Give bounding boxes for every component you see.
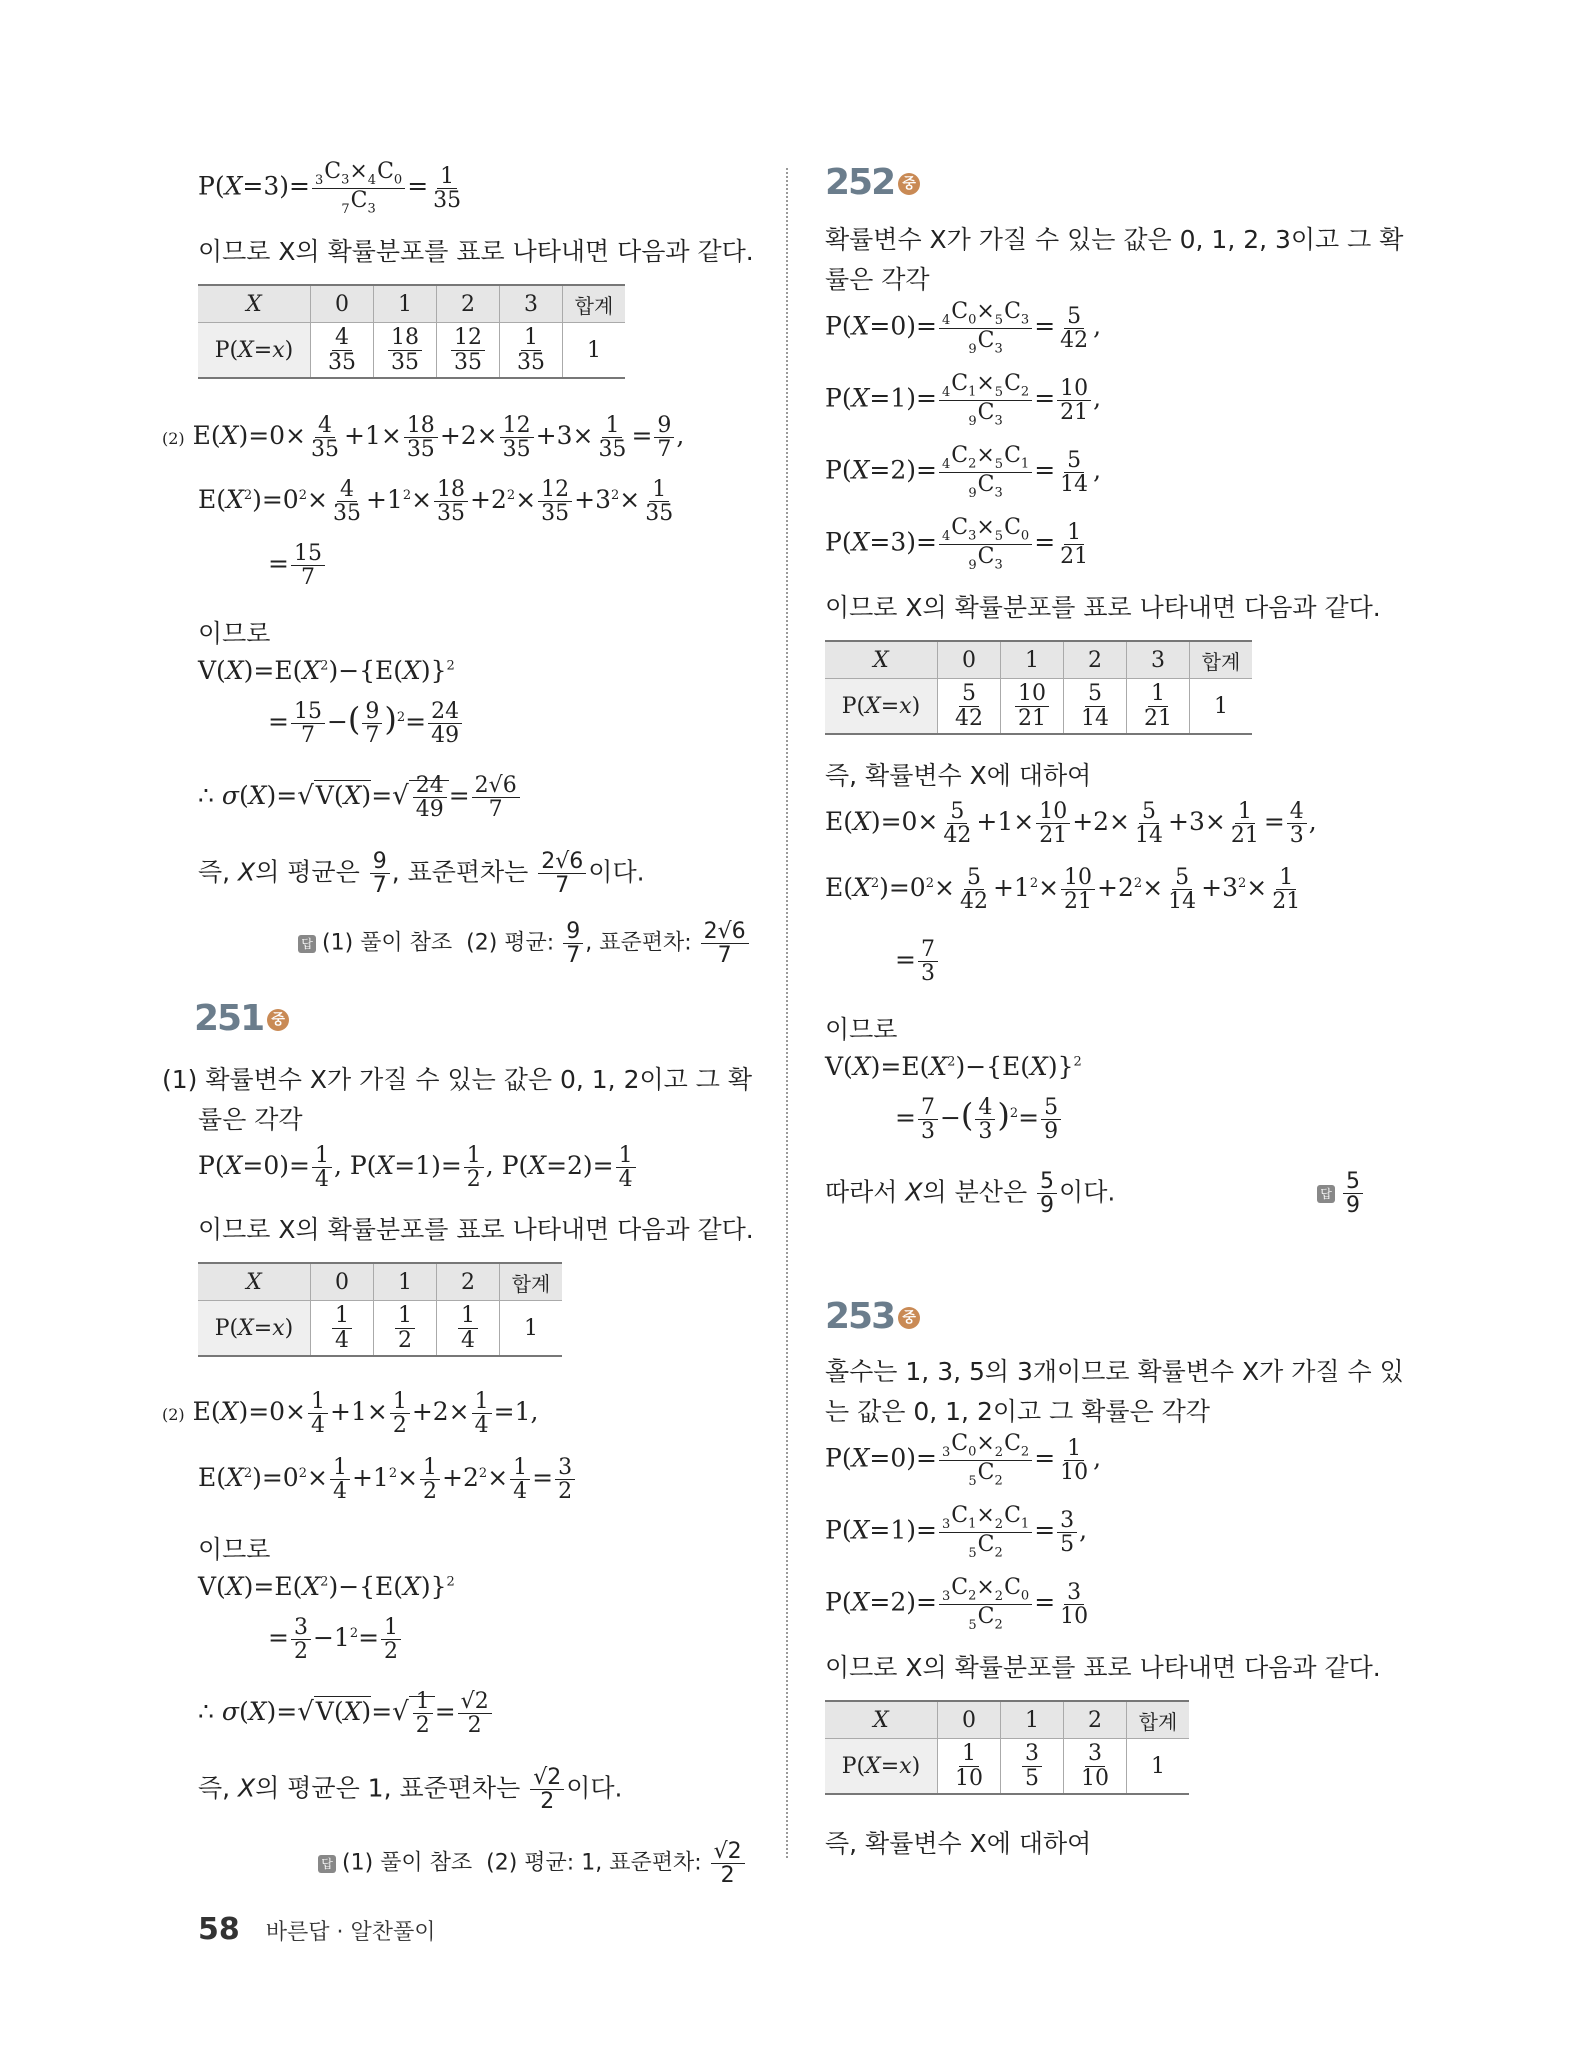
page-number: 58	[198, 1912, 240, 1947]
table-cell: 1	[1001, 1701, 1064, 1739]
distribution-table-253: X 0 1 2 합계 P(X=x) $\frac{1}{10}$ $\frac{3}{5}$ $\frac{3}{10}$ 1	[825, 1700, 1189, 1795]
equation-probs-251: P(X=0)= $\frac{1}{4}$ , P(X=1)= $\frac{1}{2}$ , P(X=2)= $\frac{1}{4}$	[198, 1144, 638, 1191]
table-cell: $\frac{10}{21}$	[1001, 679, 1064, 735]
table-cell: 1	[500, 1301, 563, 1357]
imuro-text-252: 이므로	[825, 1015, 898, 1044]
table-cell: 2	[437, 1263, 500, 1301]
table-cell: 1	[374, 1263, 437, 1301]
equation-p2-252: P(X=2)= $\frac{_4C_2\times_5C_1}{_9C_3}$ = $\frac{5}{14}$ ,	[825, 443, 1102, 501]
imuro-text-251: 이므로	[198, 1535, 271, 1564]
table-cell: $\frac{3}{5}$	[1001, 1739, 1064, 1795]
table-cell: 3	[500, 285, 563, 323]
table-cell: $\frac{18}{35}$	[374, 323, 437, 379]
intro-table-text-252: 이므로 X의 확률분포를 표로 나타내면 다음과 같다.	[825, 593, 1381, 622]
problem-number-251: 251 중	[194, 998, 289, 1039]
total-header: 합계	[1190, 641, 1253, 679]
imuro-text: 이므로	[198, 619, 271, 648]
intro-252-line2: 률은 각각	[825, 265, 930, 294]
intro-252-line1: 확률변수 X가 가질 수 있는 값은 0, 1, 2, 3이고 그 확	[825, 225, 1404, 254]
problem-number-252: 252 중	[825, 162, 920, 203]
difficulty-mark: 중	[898, 173, 920, 195]
equation-ex2-result-250: = $\frac{15}{7}$	[268, 542, 327, 589]
table-cell: $\frac{12}{35}$	[437, 323, 500, 379]
table-cell: 1	[1001, 641, 1064, 679]
table-cell: 2	[1064, 641, 1127, 679]
equation-vx-result-251: = $\frac{3}{2}$ $-1^2=$ $\frac{1}{2}$	[268, 1616, 403, 1663]
equation-ex2-250: $E(X^2)=0^2\times$ $\frac{4}{35}$ $+1^2\times$ $\frac{18}{35}$ $+2^2\times$ $\frac{12}{35}$ $+3^2\times$ $\frac{1}{35}$	[198, 477, 674, 527]
answer-icon: 답	[1317, 1185, 1335, 1203]
conclusion-250: 즉, X의 평균은 $\frac{9}{7}$ , 표준편차는 $\frac{2√6}{7}$ 이다.	[198, 849, 645, 899]
intro-table-text-251: 이므로 X의 확률분포를 표로 나타내면 다음과 같다.	[198, 1215, 754, 1244]
table-cell: $\frac{5}{42}$	[938, 679, 1001, 735]
equation-p1-253: P(X=1)= $\frac{_3C_1\times_2C_1}{_5C_2}$ = $\frac{3}{5}$ ,	[825, 1503, 1088, 1561]
so-text-253: 즉, 확률변수 X에 대하여	[825, 1829, 1092, 1858]
table-cell: $\frac{1}{10}$	[938, 1739, 1001, 1795]
table-cell: 0	[311, 285, 374, 323]
table-cell: 1	[563, 323, 626, 379]
table-cell: $\frac{1}{4}$	[437, 1301, 500, 1357]
table-cell: 1	[374, 285, 437, 323]
equation-vx-result-252: = $\frac{7}{3}$ −( $\frac{4}{3}$ )$^2$= $\frac{5}{9}$	[895, 1096, 1063, 1143]
equation-sigma-251: ∴ σ(X)=√V(X)=√ $\frac{1}{2}$ = $\frac{√2}{2}$	[198, 1690, 494, 1737]
distribution-table-251: X 0 1 2 합계 P(X=x) $\frac{1}{4}$ $\frac{1}{2}$ $\frac{1}{4}$ 1	[198, 1262, 562, 1357]
equation-ex2-252: $E(X^2)=0^2\times$ $\frac{5}{42}$ $+1^2\times$ $\frac{10}{21}$ $+2^2\times$ $\frac{5}{14}$ $+3^2\times$ $\frac{1}{21}$	[825, 865, 1301, 915]
equation-p-x3: P(X=3)= $\frac{_3C_3\times_4C_0}{_7C_3}$ = $\frac{1}{35}$	[198, 159, 462, 217]
table-cell: $\frac{5}{14}$	[1064, 679, 1127, 735]
answer-icon: 답	[318, 1855, 336, 1873]
equation-ex2-result-252: = $\frac{7}{3}$	[895, 938, 940, 985]
page-footer	[198, 1912, 435, 1947]
equation-p2-253: P(X=2)= $\frac{_3C_2\times_2C_0}{_5C_2}$ = $\frac{3}{10}$	[825, 1575, 1089, 1633]
table-cell: $\frac{1}{4}$	[311, 1301, 374, 1357]
equation-p3-252: P(X=3)= $\frac{_4C_3\times_5C_0}{_9C_3}$ = $\frac{1}{21}$	[825, 515, 1089, 573]
so-text-252: 즉, 확률변수 X에 대하여	[825, 761, 1092, 790]
equation-p1-252: P(X=1)= $\frac{_4C_1\times_5C_2}{_9C_3}$ = $\frac{10}{21}$ ,	[825, 371, 1102, 429]
equation-ex-251: (2) E(X)=0× $\frac{1}{4}$ +1× $\frac{1}{2}$ +2× $\frac{1}{4}$ =1,	[162, 1389, 539, 1439]
table-cell: 0	[938, 1701, 1001, 1739]
answer-250: 답 (1) 풀이 참조 (2) 평균: $\frac{9}{7}$ , 표준편차: $\frac{2√6}{7}$	[298, 920, 751, 967]
table-cell: $\frac{1}{35}$	[500, 323, 563, 379]
equation-vx-250: $V(X)=E(X^2)-\{E(X)\}^2$	[198, 656, 455, 685]
total-header: 합계	[563, 285, 626, 323]
table-cell: 3	[1127, 641, 1190, 679]
equation-p0-252: P(X=0)= $\frac{_4C_0\times_5C_3}{_9C_3}$ = $\frac{5}{42}$ ,	[825, 299, 1102, 357]
difficulty-mark: 중	[267, 1009, 289, 1031]
total-header: 합계	[500, 1263, 563, 1301]
conclusion-252: 따라서 X의 분산은 $\frac{5}{9}$ 이다.	[825, 1169, 1116, 1219]
column-divider	[786, 168, 788, 1858]
intro-251-line1: (1) 확률변수 X가 가질 수 있는 값은 0, 1, 2이고 그 확	[162, 1065, 752, 1094]
table-cell: 1	[1127, 1739, 1190, 1795]
table-cell: 1	[1190, 679, 1253, 735]
difficulty-mark: 중	[898, 1307, 920, 1329]
table-cell: 0	[311, 1263, 374, 1301]
book-title: 바른답 · 알찬풀이	[265, 1920, 436, 1945]
equation-ex2-251: $E(X^2)=0^2\times$ $\frac{1}{4}$ $+1^2\times$ $\frac{1}{2}$ $+2^2\times$ $\frac{1}{4}$ = $\frac{3}{2}$	[198, 1456, 577, 1503]
distribution-table-252: X 0 1 2 3 합계 P(X=x) $\frac{5}{42}$ $\frac{10}{21}$ $\frac{5}{14}$ $\frac{1}{21}$ 1	[825, 640, 1252, 735]
intro-251-line2: 률은 각각	[198, 1105, 303, 1134]
intro-table-text-253: 이므로 X의 확률분포를 표로 나타내면 다음과 같다.	[825, 1653, 1381, 1682]
table-cell: $\frac{3}{10}$	[1064, 1739, 1127, 1795]
intro-table-text: 이므로 X의 확률분포를 표로 나타내면 다음과 같다.	[198, 237, 754, 266]
answer-252: 답 $\frac{5}{9}$	[1317, 1170, 1365, 1217]
problem-number-253: 253 중	[825, 1296, 920, 1337]
answer-251: 답 (1) 풀이 참조 (2) 평균: 1, 표준편차: $\frac{√2}{2}$	[318, 1840, 747, 1887]
table-cell: $\frac{1}{21}$	[1127, 679, 1190, 735]
equation-ex-250: (2) E(X)=0× $\frac{4}{35}$ +1× $\frac{18}{35}$ +2× $\frac{12}{35}$ +3× $\frac{1}{35}$ = $\frac{9}{7}$ ,	[162, 413, 685, 463]
table-cell: $\frac{1}{2}$	[374, 1301, 437, 1357]
table-cell: 2	[437, 285, 500, 323]
table-cell: 2	[1064, 1701, 1127, 1739]
equation-ex-252: E(X)=0× $\frac{5}{42}$ +1× $\frac{10}{21}$ +2× $\frac{5}{14}$ +3× $\frac{1}{21}$ = $\frac{4}{3}$ ,	[825, 799, 1317, 849]
table-cell: $\frac{4}{35}$	[311, 323, 374, 379]
intro-253-line1: 홀수는 1, 3, 5의 3개이므로 확률변수 X가 가질 수 있	[825, 1357, 1404, 1386]
distribution-table-250: X 0 1 2 3 합계 P(X=x) $\frac{4}{35}$ $\frac{18}{35}$ $\frac{12}{35}$ $\frac{1}{35}$ 1	[198, 284, 625, 379]
intro-253-line2: 는 값은 0, 1, 2이고 그 확률은 각각	[825, 1397, 1210, 1426]
conclusion-251: 즉, X의 평균은 1, 표준편차는 $\frac{√2}{2}$ 이다.	[198, 1765, 623, 1815]
equation-sigma-250: ∴ σ(X)=√V(X)=√ $\frac{24}{49}$ = $\frac{2√6}{7}$	[198, 774, 522, 821]
equation-vx-251: $V(X)=E(X^2)-\{E(X)\}^2$	[198, 1572, 455, 1601]
equation-vx-result-250: = $\frac{15}{7}$ −( $\frac{9}{7}$ )$^2$= $\frac{24}{49}$	[268, 700, 464, 747]
equation-p0-253: P(X=0)= $\frac{_3C_0\times_2C_2}{_5C_2}$ = $\frac{1}{10}$ ,	[825, 1431, 1102, 1489]
answer-icon: 답	[298, 935, 316, 953]
total-header: 합계	[1127, 1701, 1190, 1739]
table-cell: 0	[938, 641, 1001, 679]
equation-vx-252: $V(X)=E(X^2)-\{E(X)\}^2$	[825, 1052, 1082, 1081]
